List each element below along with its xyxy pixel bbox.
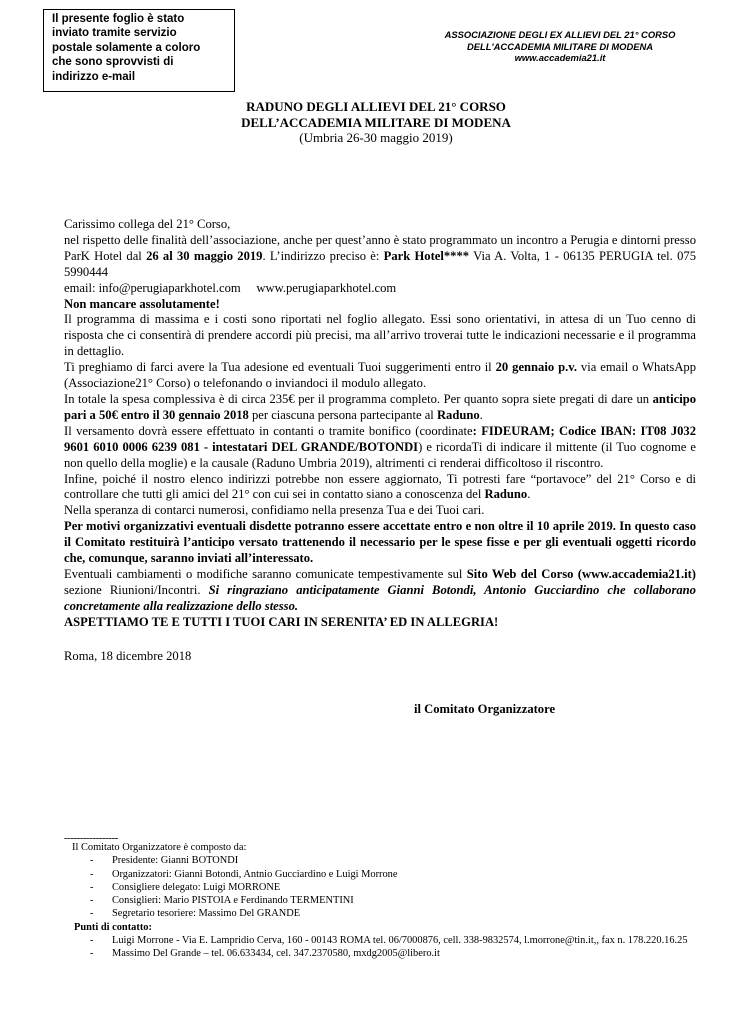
dont-miss: Non mancare assolutamente! [64,296,220,311]
list-item: - Consiglieri: Mario PISTOIA e Ferdinando TERMENTINI [90,895,354,907]
notice-line: inviato tramite servizio [52,27,177,40]
list-item: - Consigliere delegato: Luigi MORRONE [90,881,281,893]
thanks-note: Si ringraziano anticipatamente Gianni Botondi, Antonio Gucciardino che collaborano concretamente alla realizzazione dello stesso. [64,582,696,613]
website-reference: Sito Web del Corso (www.accademia21.it) [466,566,696,581]
contacts-list [72,934,712,961]
postal-notice-box [43,9,235,92]
hotel-name: Park Hotel**** [383,248,470,263]
paragraph-adhesion: Ti preghiamo di farci avere la Tua adesione ed eventuali Tuoi suggerimenti entro il 20 gennaio p.v. via email o WhatsApp (Associazione21° Corso) o telefonando o inviandoci il modulo allegato. [64,360,697,391]
paragraph-payment: Il versamento dovrà essere effettuato in contanti o tramite bonifico (coordinate: FIDEURAM; Codice IBAN: IT08 J032 9601 6010 0006 6239 081 - intestatari DEL GRANDE/BOTONDI) e ricordaTi di indicare il mittente (il Tuo cognome e non quello della moglie) e la causale (Raduno Umbria 2019), altrimenti ci renderai difficoltoso il riscontro. [64,423,697,470]
list-item: - Luigi Morrone - Via E. Lampridio Cerva, 160 - 00143 ROMA tel. 06/7000876, cell. 338-9832574, l.morrone@tin.it,, fax n. 178.220.16.25 [90,935,688,947]
paragraph-updates: Eventuali cambiamenti o modifiche saranno comunicate tempestivamente sul Sito Web del Corso (www.accademia21.it) sezione Riunioni/Incontri. Si ringraziano anticipatamente Gianni Botondi, Antonio Gucciardino che collaborano concretamente alla realizzazione dello stesso. [64,566,696,613]
list-item: - Segretario tesoriere: Massimo Del GRANDE [90,908,301,920]
association-header [400,29,720,64]
association-website: www.accademia21.it [514,52,606,64]
list-item: - Massimo Del Grande – tel. 06.633434, cel. 347.2370580, mxdg2005@libero.it [90,948,440,960]
title-subtitle: (Umbria 26-30 maggio 2019) [299,130,453,145]
paragraph-cancellation: Per motivi organizzativi eventuali disdette potranno essere accettate entro e non oltre il 10 aprile 2019. In questo caso il Comitato restituirà l’anticipo versato trattenendo il necessario per le spese fisse e per gli eventuali oggetti ricordo che, comunque, saranno inviati all’interessato. [64,519,696,566]
place-date: Roma, 18 dicembre 2018 [64,648,192,663]
hotel-contacts: email: info@perugiaparkhotel.com www.perugiaparkhotel.com [64,280,397,295]
title-line-1: RADUNO DEGLI ALLIEVI DEL 21° CORSO [246,99,506,114]
deposit-amount: anticipo pari a 50€ entro il 30 gennaio 2018 [64,391,696,422]
paragraph-cost: In totale la spesa complessiva è di circa 235€ per il programma completo. Per quanto sopra siete pregati di dare un anticipo pari a 50€ entro il 30 gennaio 2018 per ciascuna persona partecipante al Raduno. [64,391,696,422]
paragraph-program: Il programma di massima e i costi sono riportati nel foglio allegato. Essi sono orientativi, in attesa di un Tuo cenno di risposta che ci consentirà di prendere accordi più precisi, ma all’arrivo troverai tutte le indicazioni necessarie e il programma in dettaglio. [64,312,696,359]
association-name: ASSOCIAZIONE DEGLI EX ALLIEVI DEL 21° CORSO [444,29,676,40]
committee-list [72,854,712,920]
paragraph-intro: nel rispetto delle finalità dell’associazione, anche per quest’anno è stato programmato un incontro a Perugia e dintorni presso ParK Hotel dal 26 al 30 maggio 2019. L’indirizzo preciso è: Park Hotel**** Via A. Volta, 1 - 06135 PERUGIA tel. 075 5990444 [64,232,696,279]
committee-intro: Il Comitato Organizzatore è composto da: [72,842,247,853]
list-item: - Organizzatori: Gianni Botondi, Antnio Gucciardino e Luigi Morrone [90,868,398,880]
title-line-2: DELL’ACCADEMIA MILITARE DI MODENA [241,114,511,130]
adhesion-deadline: 20 gennaio p.v. [495,360,577,375]
notice-line: Il presente foglio è stato [52,13,185,25]
association-academy: DELL'ACCADEMIA MILITARE DI MODENA [466,40,654,52]
letter-body [64,217,696,664]
bank-details: : FIDEURAM; Codice IBAN: IT08 J032 9601 6010 0006 6239 081 - intestatari DEL GRANDE/BOTONDI [64,423,697,454]
contacts-label: Punti di contatto: [74,921,152,933]
paragraph-hope: Nella speranza di contarci numerosi, confidiamo nella presenza Tua e dei Tuoi cari. [64,503,485,518]
footnote-rule: ----------------- [64,832,118,844]
list-item: - Presidente: Gianni BOTONDI [90,855,239,867]
notice-line: indirizzo e-mail [52,70,136,83]
notice-line: postale solamente a coloro [52,41,201,54]
paragraph-spokesperson: Infine, poiché il nostro elenco indirizzi potrebbe non essere aggiornato, Ti potresti fare “portavoce” del 21° Corso e di controllare che tutti gli amici del 21° con cui sei in contatto siano a conoscenza del Raduno. [64,471,696,502]
footnote [72,841,712,961]
signature: il Comitato Organizzatore [414,702,556,716]
document-title [0,99,752,146]
event-dates: 26 al 30 maggio 2019 [146,248,263,263]
closing-line: ASPETTIAMO TE E TUTTI I TUOI CARI IN SERENITA’ ED IN ALLEGRIA! [64,614,499,629]
notice-line: che sono sprovvisti di [52,56,174,69]
greeting: Carissimo collega del 21° Corso, [64,217,231,231]
